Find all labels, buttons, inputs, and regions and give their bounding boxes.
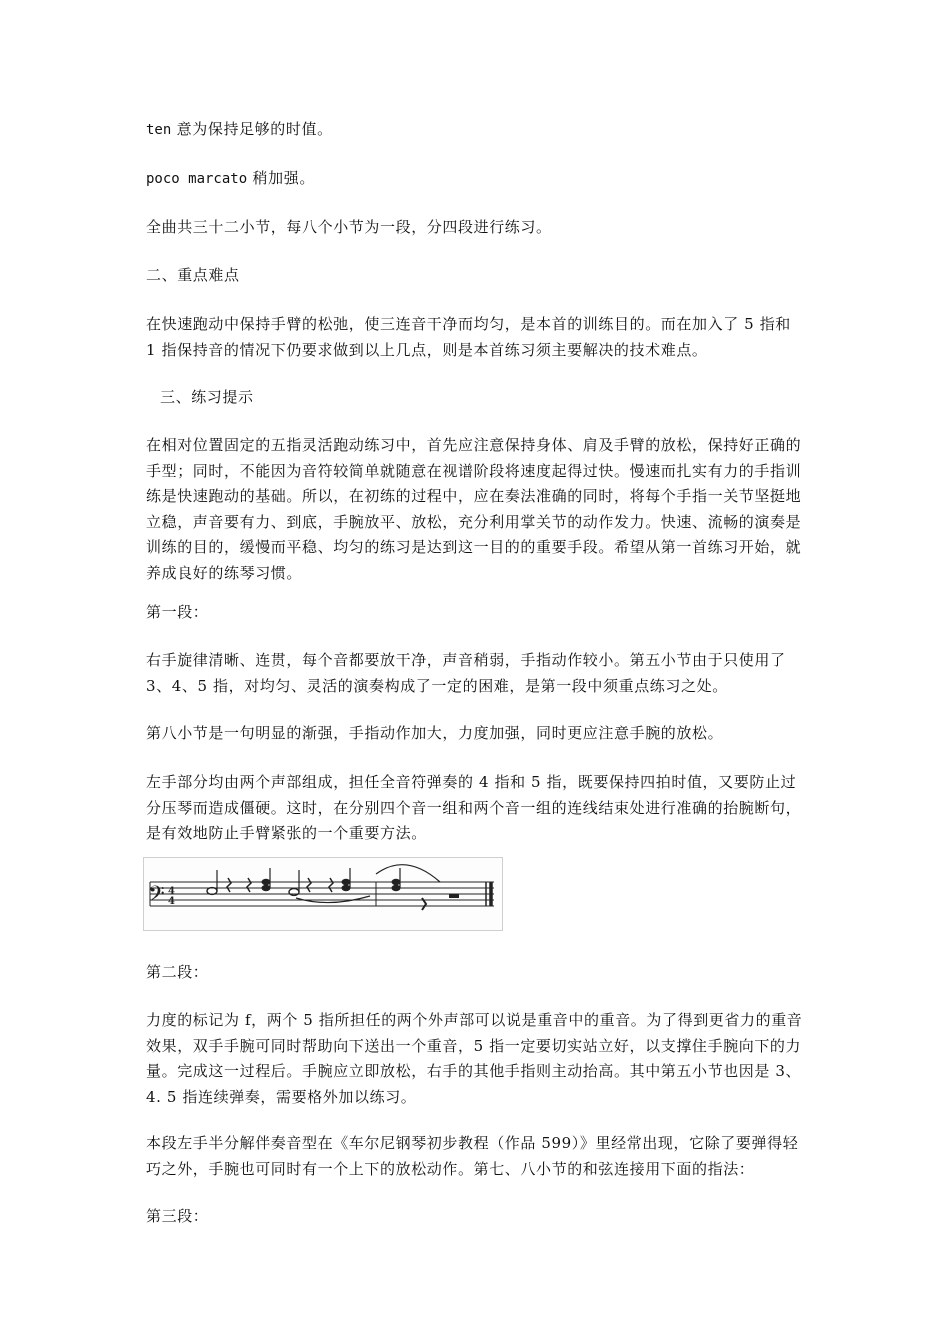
- paragraph-poco-marcato: [146, 166, 806, 193]
- bass-staff-image: [144, 858, 502, 930]
- paragraph-ten: [146, 117, 806, 144]
- heading-practice-tips: 三、练习提示: [160, 388, 254, 406]
- term-ten-meaning: 意为保持足够的时值。: [176, 120, 333, 138]
- svg-text:𝄢: 𝄢: [148, 882, 165, 912]
- heading-difficulties: 二、重点难点: [146, 266, 240, 284]
- paragraph-section-2-dynamics: 力度的标记为 f，两个 5 指所担任的两个外声部可以说是重音中的重音。为了得到更省力的重音效果，双手手腕可同时帮助向下送出一个重音，5 指一定要切实站立好，以支撑住手腕向下的力量。完成这一过程后。手腕应立即放松，右手的其他手指则主动抬高。其中第五小节也因是 3、4. 5 指连续弹奏，需要格外加以练习。: [146, 1011, 803, 1106]
- paragraph-section-1-bar-8: 第八小节是一句明显的渐强，手指动作加大，力度加强，同时更应注意手腕的放松。: [146, 724, 724, 742]
- paragraph-structure: 全曲共三十二小节，每八个小节为一段，分四段进行练习。: [146, 218, 552, 236]
- term-poco-marcato-meaning: 稍加强。: [252, 169, 315, 187]
- music-score-excerpt: [143, 857, 503, 931]
- paragraph-section-2-left-hand: 本段左手半分解伴奏音型在《车尔尼钢琴初步教程（作品 599）》里经常出现，它除了要弹得轻巧之外，手腕也可同时有一个上下的放松动作。第七、八小节的和弦连接用下面的指法：: [146, 1134, 799, 1178]
- heading-section-2: 第二段：: [146, 963, 209, 981]
- heading-section-3: 第三段：: [146, 1207, 209, 1225]
- paragraph-section-1-left-hand: 左手部分均由两个声部组成，担任全音符弹奏的 4 指和 5 指，既要保持四拍时值，又要防止过分压琴而造成僵硬。这时，在分别四个音一组和两个音一组的连线结束处进行准确的抬腕断句，是有效地防止手臂紧张的一个重要方法。: [146, 773, 802, 842]
- paragraph-practice-tips: 在相对位置固定的五指灵活跑动练习中，首先应注意保持身体、肩及手臂的放松，保持好正确的手型；同时，不能因为音符较简单就随意在视谱阶段将速度起得过快。慢速而扎实有力的手指训练是快速跑动的基础。所以，在初练的过程中，应在奏法准确的同时，将每个手指一关节坚挺地立稳，声音要有力、到底，手腕放平、放松，充分利用掌关节的动作发力。快速、流畅的演奏是训练的目的，缓慢而平稳、均匀的练习是达到这一目的的重要手段。希望从第一首练习开始，就养成良好的练琴习惯。: [146, 436, 802, 582]
- term-ten: ten: [146, 122, 172, 138]
- svg-text:4: 4: [168, 886, 175, 897]
- svg-text:4: 4: [168, 896, 175, 907]
- paragraph-section-1-right-hand: 右手旋律清晰、连贯，每个音都要放干净，声音稍弱，手指动作较小。第五小节由于只使用了 3、4、5 指，对均匀、灵活的演奏构成了一定的困难，是第一段中须重点练习之处。: [146, 651, 786, 695]
- term-poco-marcato: poco marcato: [146, 171, 248, 187]
- heading-section-1: 第一段：: [146, 603, 209, 621]
- paragraph-difficulties: 在快速跑动中保持手臂的松弛，使三连音干净而均匀，是本首的训练目的。而在加入了 5 指和 1 指保持音的情况下仍要求做到以上几点，则是本首练习须主要解决的技术难点。: [146, 315, 791, 359]
